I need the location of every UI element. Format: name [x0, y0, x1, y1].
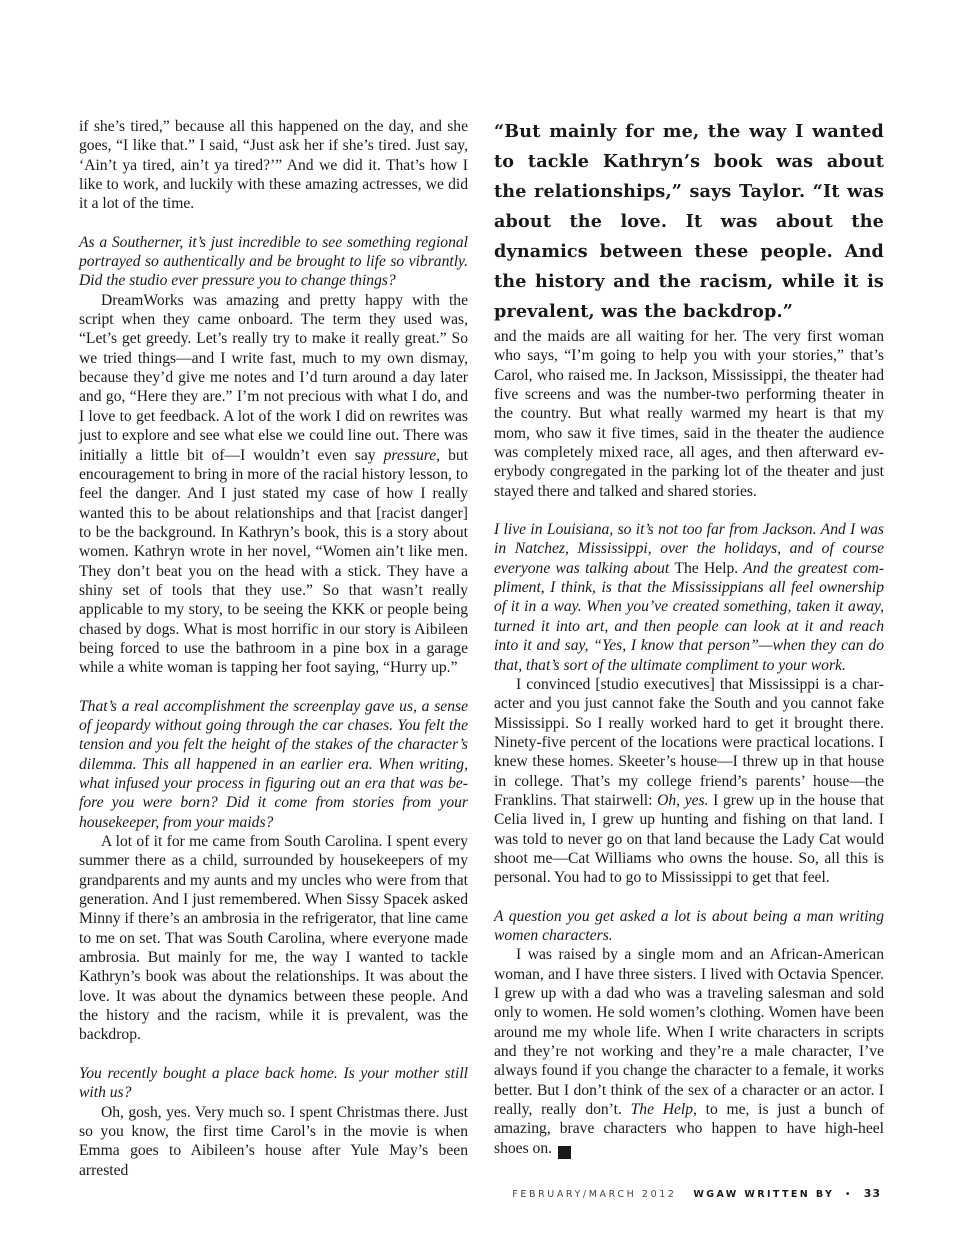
interview-question: As a Southerner, it’s just incredible to see something regional portrayed so authentically and be brought to life so vibrantly. Did the studio ever pressure you to change things?	[79, 233, 468, 290]
interview-answer	[494, 675, 884, 888]
pull-quote: “But mainly for me, the way I wanted to tackle Kathryn’s book was about the relationships,” says Taylor. “It was about the love. It was about the dynamics between these people. And the history and the racism, while it is prevalent, was the backdrop.”	[494, 121, 884, 322]
page-number: 33	[863, 1187, 881, 1200]
interview-answer	[494, 945, 884, 1158]
answer-text: I grew up in the house that Celia lived in, I grew up hunting and fishing on that land. I was told to never go on that land because the Lady Cat would shoot me—Cat Williams who owns the house. So, all this is personal. You had to go to Mississippi to get that feel.	[494, 791, 884, 887]
emphasis-text: Oh, yes.	[657, 791, 709, 809]
bullet-separator: •	[844, 1189, 854, 1200]
left-column	[79, 117, 468, 1180]
interview-question: You recently bought a place back home. Is your mother still with us?	[79, 1064, 468, 1102]
right-column	[494, 117, 884, 1159]
answer-text: I was raised by a single mom and an African-American woman, and I have three sisters. I lived with Octavia Spencer. I grew up with a dad who was a traveling salesman and sold only to women. He sold women’s clothing. Women have been around me my whole life. When I write characters in scripts and they’re not working and they’re a male character, I’ve always found if you change the character to a female, it works better. But I don’t think of the sex of a character or an actor. I really, really don’t.	[494, 946, 884, 1119]
answer-text: to me, is just a bunch of amazing, brave characters who happen to have high-heel shoes on.	[494, 1101, 885, 1157]
film-title: The Help,	[630, 1101, 697, 1119]
interview-question	[494, 520, 884, 675]
question-text: I live in Louisiana, so it’s not too far from Jackson. And I was in Natchez, Mississippi, over the holidays, and of course everyone was talking about	[494, 521, 884, 577]
issue-date: FEBRUARY/MARCH 2012	[512, 1189, 677, 1200]
emphasis-text: pressure,	[383, 446, 441, 464]
answer-text: DreamWorks was amazing and pretty happy with the script when they came onboard. The term they used was, “Let’s get greedy. Let’s really try to make it really great.” So we tried things—and I write fast, much to my own dismay, because they’d give me notes and I’d turn around a day later and go, “Here they are.” I’m not precious with what I do, and I love to get feedback. A lot of the work I did on rewrites was just to explore and see what else we could line out. There was initially a little bit of—I wouldn’t even say	[79, 291, 468, 464]
paragraph: and the maids are all waiting for her. The very first woman who says, “I’m going to help you with your stories,” that’s Carol, who raised me. In Jackson, Mississippi, the theater had five screens and was the number-two performing theater in the country. But what really warmed my heart is that my mom, who saw it five times, said in the theater the audience was completely mixed race, all ages, and then afterward everybody congregated in the parking lot of the theater and just stayed there and talked and shared stories.	[494, 328, 884, 500]
magazine-name: WGAW WRITTEN BY	[693, 1189, 835, 1200]
interview-answer	[79, 291, 468, 678]
interview-answer: Oh, gosh, yes. Very much so. I spent Christmas there. Just so you know, the first time Carol’s in the movie is when Emma goes to Aibileen’s house after Yule May’s been arrested	[79, 1103, 468, 1179]
answer-text: I convinced [studio executives] that Mississippi is a character and you just cannot fake the South and you cannot fake Mississippi. So I really worked hard to get it brought there. Ninety-five percent of the locations were practical locations. I knew these homes. Skeeter’s house—I threw up in that house in college. That’s my college friend’s parents’ house—the Franklins. That stairwell:	[494, 675, 884, 809]
film-title: The Help.	[674, 559, 739, 577]
interview-answer: A lot of it for me came from South Carolina. I spent every summer there as a child, surrounded by housekeepers of my grandparents and my aunts and my uncles who were from that generation. And I just remembered. When Sissy Spacek asked Minny if there’s an ambrosia in the refrigerator, that line came to me on set. That was South Carolina, where everyone made ambrosia. But mainly for me, the way I wanted to tackle Kathryn’s book was about the relationships. It was about the love. It was about the dynamics between these people. And the history and the racism, while it is prevalent, was the backdrop.	[79, 833, 468, 1044]
page-footer	[512, 1187, 881, 1200]
question-text: And the greatest compliment, I think, is that the Mississippians all feel ownership of it in a way. When you’ve created something, taken it away, turned it into art, and then people can look at it and reach into it and say, “Yes, I know that person”—when they can do that, that’s sort of the ultimate compliment to your work.	[494, 559, 884, 674]
interview-question: A question you get asked a lot is about being a man writing women characters.	[494, 907, 884, 944]
paragraph: if she’s tired,” because all this happened on the day, and she goes, “I like that.” I said, “Just ask her if she’s tired. Just say, ‘Ain’t ya tired, ain’t ya tired?’” And we did it. That’s how I like to work, and luckily with these amazing actresses, we did it a lot of the time.	[79, 118, 468, 213]
end-mark-icon: WB	[558, 1146, 571, 1159]
interview-question: That’s a real accomplishment the screenplay gave us, a sense of jeopardy without going through the car chases. You felt the tension and you felt the height of the stakes of the character’s dilemma. This all happened in an earlier era. When writing, what infused your process in figuring out an era that was before you were born? Did it come from stories from your housekeeper, from your maids?	[79, 697, 468, 831]
answer-text: but encouragement to bring in more of the racial history lesson, to feel the danger. And I just stated my case of how I really wanted this to be about relationships and that [racist danger] to be the background. In Kathryn’s book, this is a story about women. Kathryn wrote in her novel, “Women ain’t like men. They don’t beat you on the head with a stick. They have a shiny set of tools that they use.” So that wasn’t really applicable to my story, to be seeing the KKK or people being chased by dogs. What is most horrific in our story is Aibileen being forced to use the bathroom in a pine box in a garage while a white woman is tapping her foot saying, “Hurry up.”	[79, 446, 469, 677]
